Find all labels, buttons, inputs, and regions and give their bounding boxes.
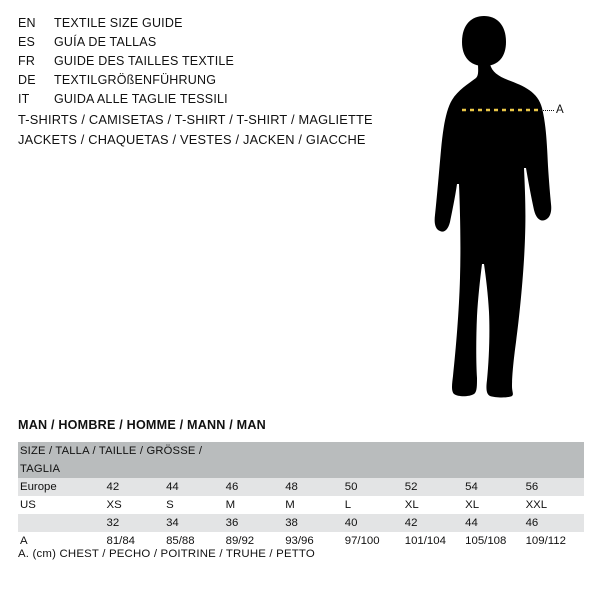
table-cell: 46 — [524, 514, 584, 532]
language-title: GUÍA DE TALLAS — [54, 35, 157, 49]
table-cell: L — [343, 496, 403, 514]
table-footnote: A. (cm) CHEST / PECHO / POITRINE / TRUHE / PETTO — [18, 548, 315, 560]
table-header-label: SIZE / TALLA / TAILLE / GRÖSSE / TAGLIA — [18, 442, 224, 478]
table-header-spacer — [224, 442, 284, 478]
table-cell: 93/96 — [283, 532, 343, 550]
table-cell: 52 — [403, 478, 463, 496]
table-cell: 101/104 — [403, 532, 463, 550]
table-cell: 81/84 — [105, 532, 165, 550]
table-cell: 42 — [403, 514, 463, 532]
table-cell: S — [164, 496, 224, 514]
table-header-spacer — [463, 442, 523, 478]
table-cell: 97/100 — [343, 532, 403, 550]
table-section-title: MAN / HOMBRE / HOMME / MANN / MAN — [18, 418, 266, 432]
language-row — [18, 33, 378, 52]
table-row — [18, 478, 584, 496]
language-row — [18, 52, 378, 71]
table-cell: XS — [105, 496, 165, 514]
table-header-row — [18, 442, 584, 478]
language-title: TEXTILGRÖßENFÜHRUNG — [54, 73, 217, 87]
table-cell: XXL — [524, 496, 584, 514]
table-cell: 36 — [224, 514, 284, 532]
table-cell: 50 — [343, 478, 403, 496]
row-label: Europe — [18, 478, 105, 496]
table-cell: 54 — [463, 478, 523, 496]
table-cell: 89/92 — [224, 532, 284, 550]
table-cell: 46 — [224, 478, 284, 496]
row-label: US — [18, 496, 105, 514]
size-table-wrap — [18, 442, 584, 550]
table-cell: 48 — [283, 478, 343, 496]
silhouette-svg — [400, 12, 590, 404]
table-cell: 34 — [164, 514, 224, 532]
table-row — [18, 496, 584, 514]
table-cell: XL — [403, 496, 463, 514]
measure-leader-line — [540, 110, 554, 111]
garment-type-block — [18, 110, 373, 150]
table-cell: 109/112 — [524, 532, 584, 550]
language-code: EN — [18, 16, 36, 30]
table-cell: 38 — [283, 514, 343, 532]
table-cell: 42 — [105, 478, 165, 496]
size-table — [18, 442, 584, 550]
table-cell: XL — [463, 496, 523, 514]
table-header-spacer — [283, 442, 343, 478]
language-title: TEXTILE SIZE GUIDE — [54, 16, 183, 30]
table-cell: 32 — [105, 514, 165, 532]
table-cell: M — [224, 496, 284, 514]
table-header-spacer — [343, 442, 403, 478]
table-cell: 44 — [164, 478, 224, 496]
language-code: FR — [18, 54, 36, 68]
table-cell: 105/108 — [463, 532, 523, 550]
table-header-spacer — [403, 442, 463, 478]
language-title: GUIDA ALLE TAGLIE TESSILI — [54, 92, 228, 106]
language-title: GUIDE DES TAILLES TEXTILE — [54, 54, 235, 68]
language-code: ES — [18, 35, 36, 49]
language-title-block — [18, 14, 378, 109]
table-cell: 85/88 — [164, 532, 224, 550]
male-silhouette-figure — [400, 12, 590, 404]
garment-line-jackets: JACKETS / CHAQUETAS / VESTES / JACKEN / GIACCHE — [18, 132, 366, 147]
table-cell: 44 — [463, 514, 523, 532]
table-cell: 40 — [343, 514, 403, 532]
table-cell: M — [283, 496, 343, 514]
table-cell: 56 — [524, 478, 584, 496]
language-code: DE — [18, 73, 36, 87]
row-label — [18, 514, 105, 532]
garment-line-tshirts: T-SHIRTS / CAMISETAS / T-SHIRT / T-SHIRT / MAGLIETTE — [18, 112, 373, 127]
language-code: IT — [18, 92, 30, 106]
measure-label-a: A — [556, 104, 564, 116]
language-row — [18, 71, 378, 90]
table-header-spacer — [524, 442, 584, 478]
table-row — [18, 514, 584, 532]
language-row — [18, 90, 378, 109]
language-row — [18, 14, 378, 33]
row-label: A — [18, 532, 105, 550]
